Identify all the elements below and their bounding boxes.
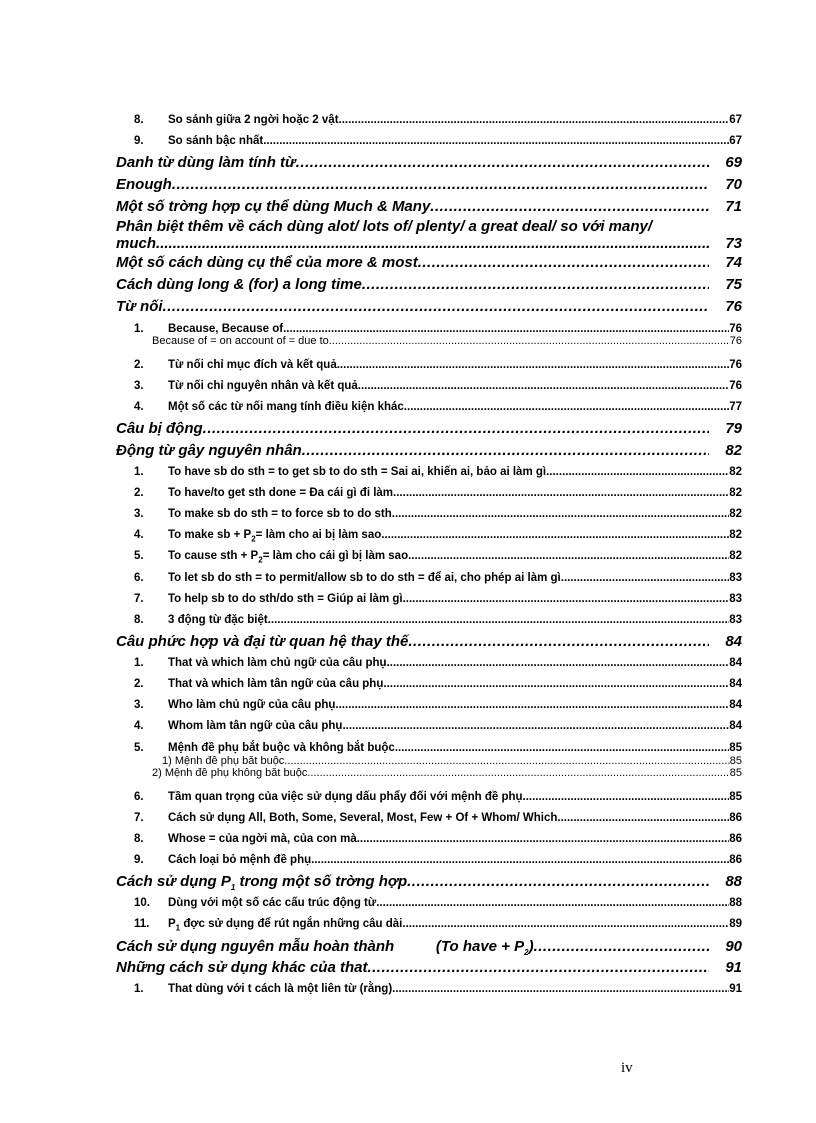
section-page: 90 [725,937,742,955]
table-of-contents [116,110,742,1000]
dot-leader [523,787,730,808]
entry-page: 88 [729,897,742,910]
entry-title: Cách loại bỏ mệnh đề phụ [168,854,312,867]
toc-section[interactable] [116,196,742,218]
entry-page: 67 [729,114,742,126]
entry-title: Whom làm tân ngữ của câu phụ [168,720,343,733]
entry-number: 2. [134,487,144,500]
dot-leader [379,893,729,914]
entry-number: 1. [134,983,144,996]
section-title: Cách dùng long & (for) a long time [116,275,362,293]
entry-number: 5. [134,742,144,755]
toc-entry[interactable] [116,740,742,756]
dot-leader [339,110,730,131]
entry-title: To help sb to do sth/do sth = Giúp ai làm gì [168,592,403,605]
toc-entry[interactable] [116,893,742,914]
entry-page: 83 [729,571,742,584]
entry-number: 7. [134,812,144,825]
toc-entry[interactable] [116,546,742,567]
entry-page: 76 [729,322,742,335]
entry-title: To let sb do sth = to permit/allow sb to do sth = để ai, cho phép ai làm gì [168,571,561,584]
toc-entry[interactable] [116,674,742,695]
dot-leader [329,336,730,348]
entry-title: Tầm quan trọng của việc sử dụng dấu phẩy đối với mệnh đề phụ [168,791,523,804]
toc-entry[interactable] [116,483,742,504]
entry-page: 85 [729,791,742,804]
section-page: 70 [725,176,742,194]
toc-subentry[interactable] [116,756,742,768]
toc-entry[interactable] [116,376,742,397]
toc-entry[interactable] [116,787,742,808]
dot-leader [302,440,710,462]
toc-section[interactable] [116,274,742,296]
entry-title: So sánh bậc nhất [168,135,264,148]
toc-section[interactable] [116,871,742,893]
section-page: 76 [725,297,742,315]
section-page: 82 [725,442,742,460]
section-page: 69 [725,154,742,172]
dot-leader [342,716,729,737]
dot-leader [418,252,710,274]
entry-page: 91 [729,983,742,996]
entry-page: 84 [729,677,742,690]
entry-page: 82 [729,508,742,521]
entry-page: 86 [729,854,742,867]
entry-page: 67 [729,135,742,148]
toc-section[interactable] [116,440,742,462]
entry-title: Because, Because of [168,322,284,335]
toc-entry[interactable] [116,322,742,336]
subentry-page: 85 [729,756,742,768]
dot-leader [357,829,729,850]
dot-leader [362,274,709,296]
entry-title: Whose = của ngời mà, của con mà [168,833,357,846]
dot-leader [392,979,729,1000]
section-title: Cách sử dụng $P_1$ trong một số trờng hợp [116,873,408,893]
subentry-title: 2) Mệnh đề phụ không bắt buộc [152,767,308,779]
page-number: iv [621,1060,633,1076]
entry-number: 3. [134,508,144,521]
toc-section[interactable] [116,957,742,979]
dot-leader [393,483,729,504]
entry-page: 83 [729,613,742,626]
entry-page: 82 [729,550,742,563]
entry-page: 77 [729,401,742,414]
dot-leader [263,131,729,152]
entry-number: 7. [134,592,144,605]
entry-number: 1. [134,322,144,335]
subentry-page: 85 [729,767,742,779]
entry-number: 4. [134,720,144,733]
entry-title: That và which làm chủ ngữ của câu phụ [168,656,387,669]
dot-leader [561,568,729,589]
entry-page: 82 [729,466,742,479]
entry-title: Who làm chủ ngữ của câu phụ [168,698,336,711]
toc-section[interactable] [116,174,742,196]
toc-subentry[interactable] [116,768,742,780]
section-page: 88 [725,873,742,891]
dot-leader [381,525,729,546]
dot-leader [311,850,729,871]
section-page: 74 [725,253,742,271]
section-page: 79 [725,420,742,438]
entry-title: Từ nối chỉ nguyên nhân và kết quả [168,380,358,393]
entry-number: 2. [134,677,144,690]
dot-leader [296,152,710,174]
entry-title: 3 động từ đặc biệt [168,613,268,626]
dot-leader [534,936,710,958]
entry-title: $P_1$ đợc sử dụng để rút ngắn những câu dài [168,918,403,933]
toc-section[interactable] [116,218,742,252]
entry-number: 3. [134,698,144,711]
dot-leader [395,740,729,756]
toc-entry[interactable] [116,589,742,610]
entry-page: 76 [729,359,742,372]
toc-entry[interactable] [116,525,742,546]
section-title: Enough [116,176,172,194]
section-page: 84 [725,632,742,650]
section-title: Câu phức hợp và đại từ quan hệ thay thế [116,632,409,650]
section-page: 71 [725,197,742,215]
entry-title: To make sb + $P_2=$ làm cho ai bị làm sao [168,529,382,544]
entry-title: That dùng với t cách là một liên từ (rằng) [168,983,393,996]
dot-leader [283,322,729,336]
dot-leader [546,462,729,483]
entry-number: 9. [134,854,144,867]
toc-entry[interactable] [116,397,742,418]
entry-number: 11. [134,918,150,931]
dot-leader [408,546,729,567]
entry-page: 84 [729,720,742,733]
dot-leader [407,397,729,418]
entry-page: 89 [729,918,742,931]
subentry-title: Because of = on account of = due to [152,335,329,347]
entry-number: 4. [134,401,144,414]
entry-number: 1. [134,466,144,479]
entry-title: So sánh giữa 2 ngời hoặc 2 vật [168,114,339,126]
entry-page: 86 [729,833,742,846]
entry-number: 6. [134,571,144,584]
dot-leader [383,674,729,695]
entry-number: 8. [134,613,144,626]
dot-leader [407,871,709,893]
section-page: 91 [725,959,742,977]
dot-leader [403,589,730,610]
entry-page: 84 [729,656,742,669]
entry-title: Mệnh đề phụ bắt buộc và không bắt buộc [168,742,395,755]
section-title: Một số trờng hợp cụ thể dùng Much & Many [116,197,431,215]
entry-page: 85 [729,742,742,755]
entry-number: 10. [134,897,150,910]
toc-entry[interactable] [116,695,742,716]
section-title: Cách sử dụng nguyên mẫu hoàn thành (To have + $P_2$) [116,937,534,957]
entry-number: 6. [134,791,144,804]
dot-leader [402,914,729,935]
dot-leader [163,296,710,318]
section-title-continued: much. [116,234,161,252]
toc-section[interactable] [116,936,742,958]
section-page: 75 [725,275,742,293]
toc-entry[interactable] [116,355,742,376]
toc-subentry[interactable] [116,336,742,348]
toc-entry[interactable] [116,914,742,935]
dot-leader [172,174,709,196]
subentry-page: 76 [729,335,742,347]
toc-entry[interactable] [116,716,742,737]
toc-section[interactable] [116,296,742,318]
entry-title: Cách sử dụng All, Both, Some, Several, Most, Few + Of + Whom/ Which [168,812,558,825]
subentry-title: 1) Mệnh đề phụ bắt buộc. [162,756,288,768]
section-title: Từ nối [116,297,163,315]
toc-entry[interactable] [116,131,742,152]
entry-number: 8. [134,833,144,846]
dot-leader [367,957,709,979]
entry-number: 9. [134,135,144,148]
entry-number: 1. [134,656,144,669]
toc-entry[interactable] [116,462,742,483]
entry-title: That và which làm tân ngữ của câu phụ [168,677,384,690]
entry-title: Một số các từ nối mang tính điều kiện khác. [168,401,408,414]
toc-entry[interactable] [116,568,742,589]
entry-number: 3. [134,380,144,393]
dot-leader [268,610,730,631]
toc-entry[interactable] [116,504,742,525]
section-title: Những cách sử dụng khác của that [116,959,368,977]
entry-number: 5. [134,550,144,563]
section-title: Danh từ dùng làm tính từ [116,154,296,172]
toc-entry[interactable] [116,808,742,829]
dot-leader [335,695,729,716]
entry-number: 4. [134,529,144,542]
toc-entry[interactable] [116,850,742,871]
section-title: Câu bị động [116,420,203,438]
dot-leader [287,756,729,768]
dot-leader [337,355,729,376]
entry-title: Dùng với một số các cấu trúc động từ. [168,897,380,910]
toc-entry[interactable] [116,829,742,850]
toc-entry[interactable] [116,110,742,131]
toc-section[interactable] [116,631,742,653]
entry-page: 84 [729,698,742,711]
section-title: Phân biệt thêm về cách dùng alot/ lots of/ plenty/ a great deal/ so với many/ [116,217,653,235]
entry-title: To cause sth + $P_2=$ làm cho cái gì bị làm sao [168,550,409,565]
toc-entry[interactable] [116,653,742,674]
entry-page: 86 [729,812,742,825]
dot-leader [160,235,709,252]
toc-section[interactable] [116,252,742,274]
dot-leader [203,418,710,440]
dot-leader [557,808,729,829]
dot-leader [387,653,730,674]
dot-leader [307,768,729,780]
entry-number: 2. [134,359,144,372]
toc-section[interactable] [116,152,742,174]
entry-title: To have/to get sth done = Đa cái gì đi làm [168,487,394,500]
toc-entry[interactable] [116,610,742,631]
entry-page: 82 [729,529,742,542]
entry-title: Từ nối chỉ mục đích và kết quả [168,359,337,372]
entry-page: 83 [729,592,742,605]
section-page: 73 [725,234,742,252]
entry-title: To make sb do sth = to force sb to do sth [168,508,392,521]
toc-entry[interactable] [116,979,742,1000]
toc-section[interactable] [116,418,742,440]
section-title: Động từ gây nguyên nhân [116,442,302,460]
dot-leader [408,631,709,653]
entry-number: 8. [134,114,144,126]
section-title: Một số cách dùng cụ thể của more & most [116,253,418,271]
entry-title: To have sb do sth = to get sb to do sth = Sai ai, khiến ai, bảo ai làm gì [168,466,547,479]
dot-leader [358,376,729,397]
dot-leader [392,504,729,525]
entry-page: 82 [729,487,742,500]
entry-page: 76 [729,380,742,393]
dot-leader [430,196,709,218]
